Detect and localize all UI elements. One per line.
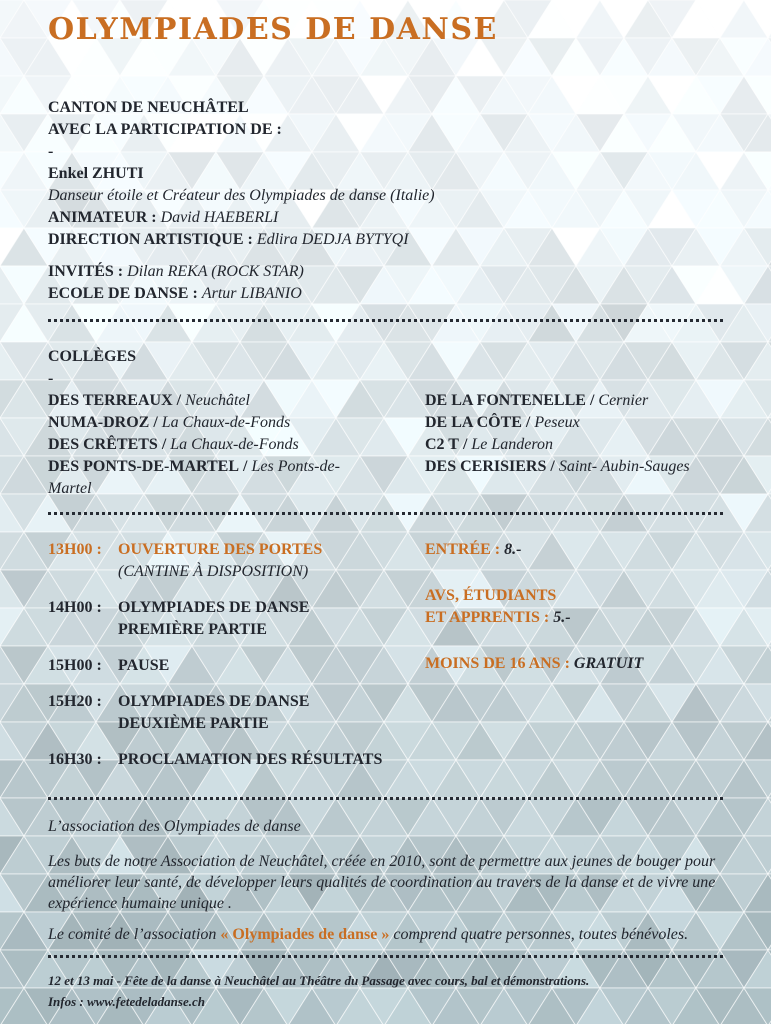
dash-line: - xyxy=(48,143,54,160)
schedule-item xyxy=(48,597,425,641)
animateur-line xyxy=(48,207,723,229)
schedule-desc: PAUSE xyxy=(118,657,170,674)
schedule-time: 15H00 : xyxy=(48,657,102,674)
dotted-divider xyxy=(48,512,723,515)
ecole-line xyxy=(48,283,723,305)
dotted-divider xyxy=(48,797,723,800)
schedule-desc: OUVERTURE DES PORTES (CANTINE À DISPOSITION) xyxy=(118,541,323,580)
college-item: DES CRÊTETS / La Chaux-de-Fonds xyxy=(48,436,299,453)
prices-column xyxy=(425,539,723,785)
price-moins16 xyxy=(425,653,723,675)
dash-line: - xyxy=(48,370,54,387)
colleges-left-column xyxy=(48,390,425,500)
guest-name: Enkel ZHUTI xyxy=(48,165,144,182)
direction-line xyxy=(48,229,723,251)
guest-description: Danseur étoile et Créateur des Olympiades de danse (Italie) xyxy=(48,187,435,204)
invites-section xyxy=(48,261,723,305)
price-label: AVS, ÉTUDIANTS xyxy=(425,587,557,604)
participants-section xyxy=(48,97,723,251)
association-section xyxy=(48,816,723,945)
schedule-item xyxy=(48,749,425,771)
committee-paragraph: Le comité de l’association « Olympiades de danse » comprend quatre personnes, toutes bénévoles. xyxy=(48,926,689,943)
price-label: ET APPRENTIS : xyxy=(425,609,550,626)
schedule-item xyxy=(48,539,425,583)
price-avs xyxy=(425,585,723,629)
direction-label: DIRECTION ARTISTIQUE : xyxy=(48,231,253,248)
footer-event-info: 12 et 13 mai - Fête de la danse à Neuchâtel au Théâtre du Passage avec cours, bal et démonstrations. xyxy=(48,973,590,988)
schedule-time: 13H00 : xyxy=(48,541,102,558)
schedule-desc: PROCLAMATION DES RÉSULTATS xyxy=(118,751,383,768)
college-item: C2 T / Le Landeron xyxy=(425,436,554,453)
colleges-heading: COLLÈGES xyxy=(48,348,137,365)
colleges-section xyxy=(48,346,723,500)
invites-label: INVITÉS : xyxy=(48,263,124,280)
price-value: GRATUIT xyxy=(573,655,644,672)
price-value: 5.- xyxy=(553,609,571,626)
colleges-right-column xyxy=(425,390,723,500)
schedule-desc: OLYMPIADES DE DANSE DEUXIÈME PARTIE xyxy=(118,693,310,732)
invites-line xyxy=(48,261,723,283)
schedule-time: 15H20 : xyxy=(48,693,102,710)
colleges-columns xyxy=(48,390,723,500)
schedule-item xyxy=(48,655,425,677)
ecole-value: Artur LIBANIO xyxy=(201,285,302,302)
program-section xyxy=(48,539,723,785)
price-label: ENTRÉE : xyxy=(425,541,501,558)
ecole-label: ECOLE DE DANSE : xyxy=(48,285,198,302)
schedule-item xyxy=(48,691,425,735)
price-value: 8.- xyxy=(504,541,522,558)
animateur-label: ANIMATEUR : xyxy=(48,209,157,226)
price-label: MOINS DE 16 ANS : xyxy=(425,655,570,672)
college-item: DES TERREAUX / Neuchâtel xyxy=(48,392,250,409)
canton-line: CANTON DE NEUCHÂTEL xyxy=(48,99,249,116)
footer-website: Infos : www.fetedeladanse.ch xyxy=(48,994,205,1009)
dotted-divider xyxy=(48,955,723,958)
committee-highlight: « Olympiades de danse » xyxy=(220,926,390,943)
invites-value: Dilan REKA (ROCK STAR) xyxy=(127,263,304,280)
dotted-divider xyxy=(48,319,723,322)
college-item: NUMA-DROZ / La Chaux-de-Fonds xyxy=(48,414,291,431)
direction-value: Edlira DEDJA BYTYQI xyxy=(256,231,409,248)
footer-section xyxy=(48,970,723,1012)
association-paragraph: Les buts de notre Association de Neuchâtel, créée en 2010, sont de permettre aux jeunes de bouger pour améliorer leur santé, de développer leurs qualités de coordination au travers de la danse et de vivre une expérience humaine unique . xyxy=(48,853,716,912)
association-heading: L’association des Olympiades de danse xyxy=(48,818,301,835)
college-item: DE LA CÔTE / Peseux xyxy=(425,414,580,431)
price-entree xyxy=(425,539,723,561)
schedule-column xyxy=(48,539,425,785)
schedule-desc: OLYMPIADES DE DANSE PREMIÈRE PARTIE xyxy=(118,599,310,638)
college-item: DES PONTS-DE-MARTEL / Les Ponts-de-Martel xyxy=(48,458,340,497)
schedule-time: 14H00 : xyxy=(48,599,102,616)
schedule-time: 16H30 : xyxy=(48,751,102,768)
animateur-value: David HAEBERLI xyxy=(160,209,279,226)
college-item: DES CERISIERS / Saint- Aubin-Sauges xyxy=(425,458,690,475)
page-title: OLYMPIADES DE DANSE xyxy=(48,12,498,47)
participation-label: AVEC LA PARTICIPATION DE : xyxy=(48,121,282,138)
college-item: DE LA FONTENELLE / Cernier xyxy=(425,392,649,409)
